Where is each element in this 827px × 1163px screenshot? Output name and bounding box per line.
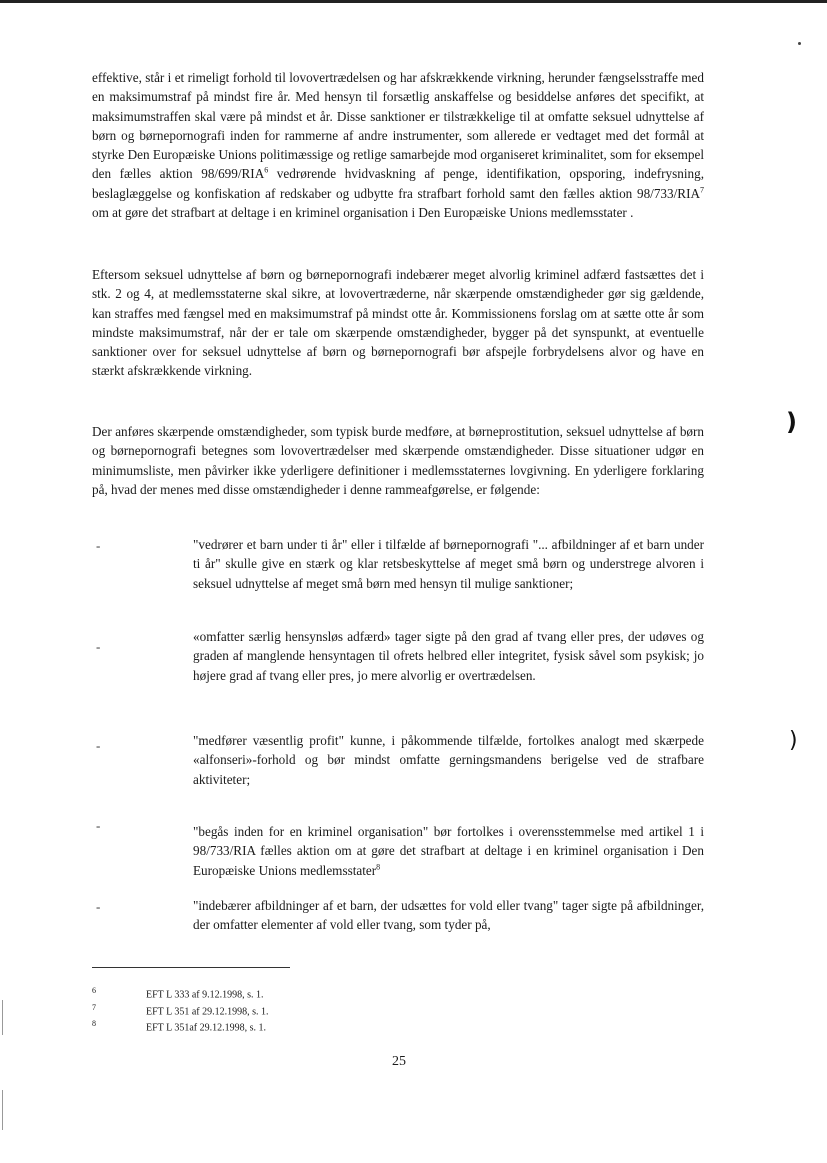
paragraph-text: om at gøre det strafbart at deltage i en kriminel organisation i Den Europæiske Unions medlemsstater .	[92, 205, 634, 221]
footnote-8	[92, 1018, 266, 1034]
list-item-reckless-conduct: «omfatter særlig hensynsløs adfærd» tager sigte på den grad af tvang eller pres, der udøves og graden af manglende hensyntagen til ofrets helbred eller integritet, fysisk såvel som psykisk; jo højere grad af tvang eller pres, jo mere alvorlig er overtrædelsen.	[193, 629, 704, 683]
scan-speck	[798, 42, 801, 45]
footnote-7	[92, 1002, 269, 1018]
top-border-line	[0, 0, 827, 3]
footnote-mark: 8	[92, 1019, 96, 1028]
paragraph-text: effektive, står i et rimeligt forhold til lovovertrædelsen og har afskrækkende virkning, herunder fængselsstraffe med en maksimumstraf på mindst fire år. Med hensyn til forsætlig anskaffelse og besiddelse anføres det specifikt, at maksimumstraffen skal være på mindst et år. Disse sanktioner er tilstrækkelige til at omfatte seksuel udnyttelse af børn og børnepornografi inden for rammerne af andre instrumenter, som allerede er vedtaget med det formål at styrke Den Europæiske Unions politimæssige og retlige samarbejde mod organiseret kriminalitet, som for eksempel den fælles aktion 98/699/RIA	[92, 70, 704, 182]
list-item-under-ten: "vedrører et barn under ti år" eller i tilfælde af børnepornografi "... afbildninger af et barn under ti år" skulle give en stærk og klar retsbeskyttelse af meget små børn og understrege alvoren i seksuel udnyttelse af meget små børn med hensyn til mulige sanktioner;	[193, 537, 704, 591]
footnote-6	[92, 985, 264, 1001]
list-item-profit: "medfører væsentlig profit" kunne, i påkommende tilfælde, fortolkes analogt med skærpede «alfonseri»-forhold og bør mindst omfatte gerningsmandens berigelse ved de strafbare aktiviteter;	[193, 733, 704, 787]
footnote-mark: 6	[92, 986, 96, 995]
scan-artifact-bracket: )	[786, 408, 797, 436]
paragraph-text: vedrørende hvidvaskning af penge, identifikation, opsporing, indefrysning, beslaglæggelse og konfiskation af redskaber og udbytte fra strafbart forhold samt den fælles aktion 98/733/RIA	[92, 166, 704, 201]
list-item-violence-images: "indebærer afbildninger af et barn, der udsættes for vold eller tvang" tager sigte på afbildninger, der omfatter elementer af vold eller tvang, som tyder på,	[193, 898, 704, 933]
list-item-criminal-organisation	[193, 822, 704, 880]
list-bullet: -	[96, 738, 101, 753]
scan-artifact-bracket: )	[789, 728, 798, 753]
footnote-text: EFT L 351 af 29.12.1998, s. 1.	[146, 1006, 269, 1018]
page-number: 25	[392, 1054, 406, 1069]
scan-edge-mark	[2, 1090, 3, 1130]
list-bullet: -	[96, 899, 101, 914]
list-bullet: -	[96, 639, 101, 654]
footnote-separator	[92, 967, 290, 968]
footnote-text: EFT L 333 af 9.12.1998, s. 1.	[146, 989, 264, 1001]
footnote-text: EFT L 351af 29.12.1998, s. 1.	[146, 1022, 266, 1034]
list-bullet: -	[96, 538, 101, 553]
paragraph-aggravating-penalty: Eftersom seksuel udnyttelse af børn og børnepornografi indebærer meget alvorlig kriminel adfærd fastsættes det i stk. 2 og 4, at medlemsstaterne skal sikre, at lovovertræderne, når skærpende omstændigheder gør sig gældende, kan straffes med fængsel med en maksimumstraf på mindst otte år. Kommissionens forslag om at sætte otte år som mindste maksimumstraf, når der er tale om skærpende omstændigheder, bygger på det synspunkt, at eventuelle sanktioner over for seksuel udnyttelse af børn og børnepornografi bør afspejle forbrydelsens alvor og have en stærkt afskrækkende virkning.	[92, 267, 704, 379]
footnote-mark: 7	[92, 1003, 96, 1012]
list-bullet: -	[96, 818, 101, 833]
scan-edge-mark	[2, 1000, 3, 1035]
footnote-ref-8[interactable]: 8	[376, 862, 381, 872]
footnote-ref-6[interactable]: 6	[264, 166, 269, 176]
list-item-text: "begås inden for en kriminel organisation" bør fortolkes i overensstemmelse med artikel 1 i 98/733/RIA fælles aktion om at gøre det strafbart at deltage i en kriminel organisation i Den Europæiske Unions medlemsstater	[193, 824, 704, 878]
footnote-ref-7[interactable]: 7	[700, 185, 704, 195]
paragraph-sanctions	[92, 68, 704, 222]
paragraph-aggravating-circumstances: Der anføres skærpende omstændigheder, som typisk burde medføre, at børneprostitution, seksuel udnyttelse af børn og børnepornografi betegnes som lovovertrædelser med skærpende omstændigheder. Disse situationer udgør en minimumsliste, men påvirker ikke yderligere definitioner i medlemsstaternes lovgivning. En yderligere forklaring på, hvad der menes med disse omstændigheder i denne rammeafgørelse, er følgende:	[92, 424, 704, 497]
